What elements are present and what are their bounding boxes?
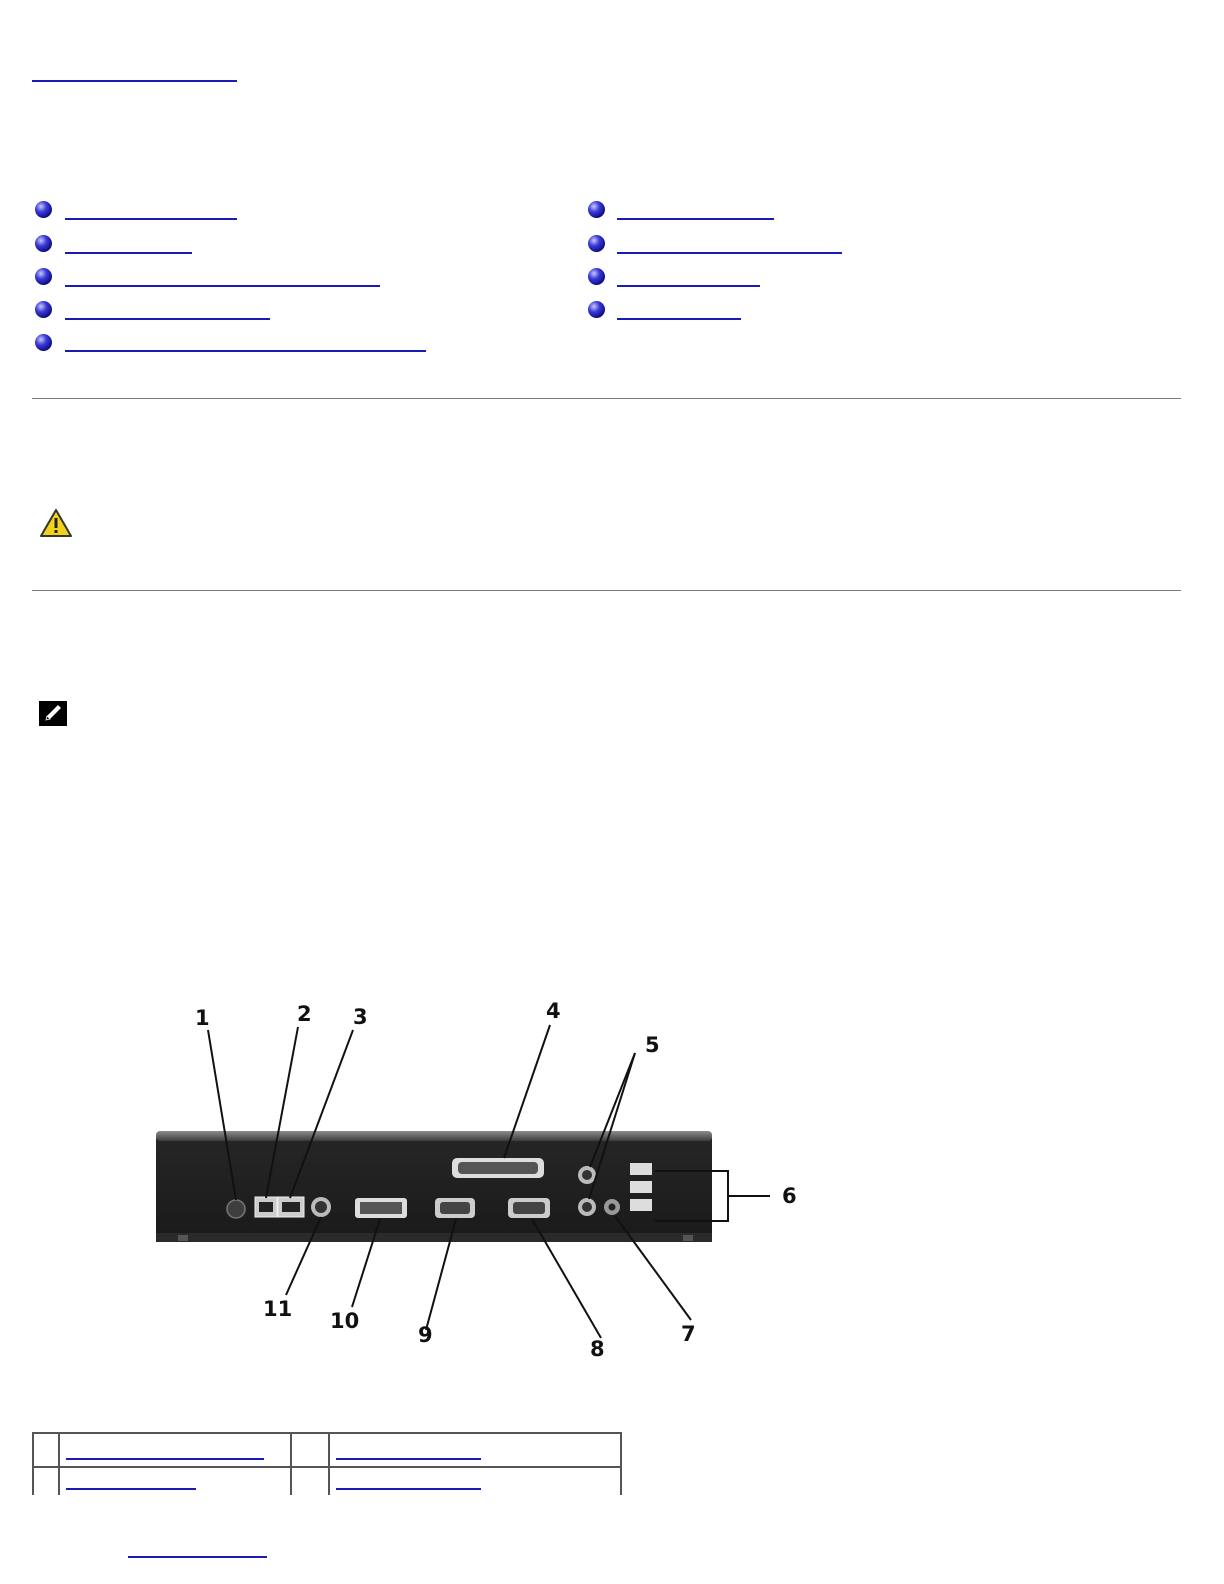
toc-link-4[interactable] <box>65 318 270 320</box>
legend-link[interactable] <box>66 1488 196 1490</box>
toc-link-8[interactable] <box>617 285 760 287</box>
port-diagram-image <box>140 995 820 1365</box>
toc-link-1[interactable] <box>65 218 237 220</box>
callout-8: 8 <box>590 1337 605 1361</box>
legend-label-cell <box>329 1433 621 1467</box>
bullet-icon <box>588 235 605 252</box>
callout-9: 9 <box>418 1323 433 1347</box>
bullet-icon <box>35 334 52 351</box>
bullet-icon <box>588 201 605 218</box>
toc-link-2[interactable] <box>65 252 192 254</box>
section-divider <box>32 590 1181 591</box>
toc-link-3[interactable] <box>65 285 380 287</box>
callout-4: 4 <box>546 999 561 1023</box>
note-pencil-icon <box>39 701 67 726</box>
bullet-icon <box>35 201 52 218</box>
callout-1: 1 <box>195 1006 210 1030</box>
bullet-icon <box>35 268 52 285</box>
toc-link-5[interactable] <box>65 350 426 352</box>
back-to-contents-link[interactable] <box>32 80 237 82</box>
legend-label-cell <box>59 1433 291 1467</box>
legend-number-cell <box>33 1433 59 1467</box>
bullet-icon <box>35 235 52 252</box>
legend-number-cell <box>291 1433 329 1467</box>
callout-5: 5 <box>645 1033 660 1057</box>
callout-6: 6 <box>782 1184 797 1208</box>
toc-link-7[interactable] <box>617 252 842 254</box>
toc-link-6[interactable] <box>617 218 774 220</box>
bullet-icon <box>35 301 52 318</box>
page-clip <box>0 1495 1224 1515</box>
port-legend-table <box>32 1432 622 1502</box>
callout-7: 7 <box>681 1322 696 1346</box>
callout-11: 11 <box>263 1297 293 1321</box>
back-to-top-link[interactable] <box>128 1556 267 1558</box>
table-row <box>33 1433 621 1467</box>
legend-link[interactable] <box>336 1458 481 1460</box>
toc-link-9[interactable] <box>617 318 741 320</box>
port-diagram <box>140 995 820 1365</box>
warning-triangle-icon <box>39 508 73 538</box>
legend-link[interactable] <box>336 1488 481 1490</box>
callout-10: 10 <box>330 1309 360 1333</box>
bullet-icon <box>588 268 605 285</box>
bullet-icon <box>588 301 605 318</box>
callout-3: 3 <box>353 1005 368 1029</box>
legend-link[interactable] <box>66 1458 264 1460</box>
section-divider <box>32 398 1181 399</box>
callout-2: 2 <box>297 1002 312 1026</box>
